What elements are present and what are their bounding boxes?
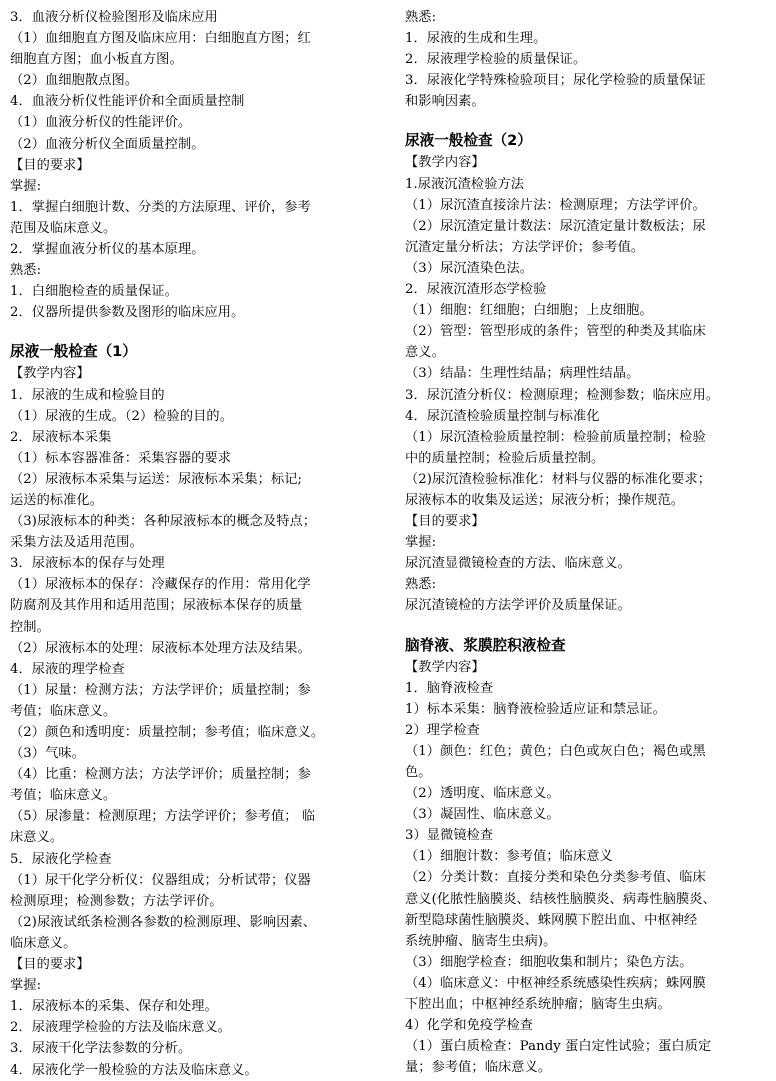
right-text-line: （3）凝固性、临床意义。	[405, 807, 560, 823]
left-text-line: 2．尿液理学检验的方法及临床意义。	[10, 1020, 232, 1036]
right-text-line: （3）结晶：生理性结晶；病理性结晶。	[405, 366, 640, 382]
left-text-line: 临床意义。	[10, 935, 77, 951]
right-text-line: 系统肿瘤、脑寄生虫病)。	[405, 933, 557, 949]
right-text-line: 和影响因素。	[405, 94, 485, 110]
right-text-line: 意义(化脓性脑膜炎、结核性脑膜炎、病毒性脑膜炎、	[405, 891, 716, 907]
left-text-line: 防腐剂及其作用和适用范围；尿液标本保存的质量	[10, 598, 303, 614]
left-text-line: 考值；临床意义。	[10, 788, 117, 804]
right-text-line: （1）细胞：红细胞；白细胞；上皮细胞。	[405, 303, 653, 319]
left-text-line: 5．尿液化学检查	[10, 851, 112, 867]
left-text-line: （1）尿液标本的保存：冷藏保存的作用：常用化学	[10, 577, 311, 593]
left-text-line: （1）尿液的生成。（2）检验的目的。	[10, 408, 233, 424]
left-text-line: （1）尿干化学分析仪：仪器组成；分析试带；仪器	[10, 872, 311, 888]
left-text-line: （1）血细胞直方图及临床应用：白细胞直方图；红	[10, 31, 311, 47]
left-text-line: 控制。	[10, 619, 50, 635]
section-spacer	[405, 617, 767, 635]
right-text-line: 2）理学检查	[405, 722, 480, 738]
right-text-line: 3）显微镜检查	[405, 828, 494, 844]
section-spacer	[10, 323, 378, 341]
section-spacer	[405, 112, 767, 130]
right-text-line: 3．尿液化学特殊检验项目；尿化学检验的质量保证	[405, 73, 706, 89]
left-text-line: 【目的要求】	[10, 957, 90, 973]
left-text-line: 检测原理；检测参数；方法学评价。	[10, 893, 223, 909]
left-text-line: 3．尿液干化学法参数的分析。	[10, 1041, 192, 1057]
left-text-line: （2）尿液标本采集与运送：尿液标本采集；标记;	[10, 471, 303, 487]
left-text-line: 考值；临床意义。	[10, 703, 117, 719]
left-text-line: （2）血细胞散点图。	[10, 73, 139, 89]
left-text-line: 1．尿液标本的采集、保存和处理。	[10, 999, 218, 1015]
left-text-line: 细胞直方图；血小板直方图。	[10, 52, 183, 68]
right-text-line: 2．尿液理学检验的质量保证。	[405, 52, 587, 68]
left-text-line: 采集方法及适用范围。	[10, 535, 143, 551]
left-text-line: 4．尿液化学一般检验的方法及临床意义。	[10, 1062, 258, 1078]
right-column	[405, 7, 767, 1078]
left-text-line: （2）颜色和透明度：质量控制；参考值；临床意义。	[10, 725, 325, 740]
right-text-line: 1）标本采集：脑脊液检验适应证和禁忌证。	[405, 701, 666, 717]
right-text-line: （2）尿沉渣定量计数法：尿沉渣定量计数板法；尿	[405, 218, 706, 234]
right-text-line: 1．尿液的生成和生理。	[405, 31, 547, 47]
right-text-line: 熟悉:	[405, 10, 437, 25]
left-text-line: 2．尿液标本采集	[10, 429, 112, 445]
right-text-line: 3．尿沉渣分析仪：检测原理；检测参数；临床应用。	[405, 387, 720, 403]
left-text-line: （2）尿液标本的处理：尿液标本处理方法及结果。	[10, 640, 311, 656]
right-text-line: （4）临床意义：中枢神经系统感染性疾病；蛛网膜	[405, 975, 706, 991]
left-text-line: （3）气味。	[10, 746, 85, 762]
right-text-line: （2）透明度、临床意义。	[405, 786, 560, 802]
right-text-line: 新型隐球菌性脑膜炎、蛛网膜下腔出血、中枢神经	[405, 912, 698, 928]
right-text-line: 量；参考值；临床意义。	[405, 1060, 552, 1076]
right-text-line: 【教学内容】	[405, 659, 485, 675]
right-text-line: （1）蛋白质检查：Pandy 蛋白定性试验；蛋白质定	[405, 1039, 712, 1055]
right-text-line: 【教学内容】	[405, 155, 485, 171]
right-text-line: 尿沉渣镜检的方法学评价及质量保证。	[405, 598, 631, 614]
left-text-line: 4．血液分析仪性能评价和全面质量控制	[10, 94, 245, 110]
right-text-line: （2）管型：管型形成的条件；管型的种类及其临床	[405, 324, 706, 340]
right-text-line: 1.尿液沉渣检验方法	[405, 176, 525, 192]
left-text-line: （4）比重：检测方法；方法学评价；质量控制；参	[10, 767, 311, 783]
left-text-line: （1）尿量：检测方法；方法学评价；质量控制；参	[10, 682, 311, 698]
right-text-line: 【目的要求】	[405, 514, 485, 530]
right-text-line: 2．尿液沉渣形态学检验	[405, 282, 547, 298]
right-text-line: （1）颜色：红色；黄色；白色或灰白色；褐色或黑	[405, 743, 706, 759]
left-text-line: （2)尿液试纸条检测各参数的检测原理、影响因素、	[10, 914, 317, 930]
left-text-line: 掌握:	[10, 178, 42, 194]
left-text-line: 1．白细胞检查的质量保证。	[10, 284, 178, 300]
left-text-line: 2．掌握血液分析仪的基本原理。	[10, 242, 205, 258]
right-text-line: （2）分类计数：直接分类和染色分类参考值、临床	[405, 870, 706, 886]
left-text-line: 2．仪器所提供参数及图形的临床应用。	[10, 305, 245, 321]
section-heading: 尿液一般检查（1）	[10, 343, 137, 361]
left-text-line: 【目的要求】	[10, 157, 90, 173]
left-text-line: （2）血液分析仪全面质量控制。	[10, 136, 205, 152]
left-text-line: 3．尿液标本的保存与处理	[10, 556, 165, 572]
right-text-line: （3）尿沉渣染色法。	[405, 260, 534, 276]
right-text-line: （1）尿沉渣直接涂片法：检测原理；方法学评价。	[405, 197, 706, 213]
left-text-line: （1）血液分析仪的性能评价。	[10, 115, 192, 131]
left-text-line: （5）尿渗量：检测原理；方法学评价；参考值； 临	[10, 809, 316, 825]
right-text-line: 4．尿沉渣检验质量控制与标准化	[405, 408, 600, 424]
left-text-line: 4．尿液的理学检查	[10, 661, 125, 677]
left-text-line: 3．血液分析仪检验图形及临床应用	[10, 10, 218, 25]
right-text-line: （3）细胞学检查：细胞收集和制片；染色方法。	[405, 954, 693, 970]
right-text-line: 4）化学和免疫学检查	[405, 1018, 534, 1034]
section-heading: 尿液一般检查（2）	[405, 132, 532, 150]
left-text-line: 1．尿液的生成和检验目的	[10, 387, 165, 403]
left-text-line: 掌握:	[10, 978, 42, 994]
right-text-line: （1）细胞计数：参考值；临床意义	[405, 849, 613, 865]
left-text-line: 熟悉:	[10, 263, 42, 279]
right-text-line: 中的质量控制；检验后质量控制。	[405, 450, 605, 466]
right-text-line: 尿液标本的收集及运送；尿液分析；操作规范。	[405, 492, 685, 508]
right-text-line: （2)尿沉渣检验标准化：材料与仪器的标准化要求；	[405, 471, 712, 487]
right-text-line: 1．脑脊液检查	[405, 680, 494, 696]
left-text-line: 1．掌握白细胞计数、分类的方法原理、评价，参考	[10, 199, 311, 215]
left-column	[10, 7, 378, 1081]
right-text-line: 尿沉渣显微镜检查的方法、临床意义。	[405, 556, 631, 572]
right-text-line: （1）尿沉渣检验质量控制：检验前质量控制；检验	[405, 429, 706, 445]
left-text-line: 范围及临床意义。	[10, 220, 117, 236]
right-text-line: 熟悉:	[405, 577, 437, 593]
right-text-line: 色。	[405, 765, 432, 780]
section-heading: 脑脊液、浆膜腔积液检查	[405, 636, 566, 654]
right-text-line: 下腔出血；中枢神经系统肿瘤；脑寄生虫病。	[405, 997, 671, 1013]
left-text-line: （1）标本容器准备：采集容器的要求	[10, 450, 232, 466]
right-text-line: 意义。	[405, 345, 445, 361]
left-text-line: 床意义。	[10, 830, 64, 846]
left-text-line: （3)尿液标本的种类：各种尿液标本的概念及特点；	[10, 514, 317, 530]
left-text-line: 【教学内容】	[10, 366, 90, 382]
right-text-line: 沉渣定量分析法；方法学评价；参考值。	[405, 239, 645, 255]
right-text-line: 掌握:	[405, 535, 437, 551]
left-text-line: 运送的标准化。	[10, 492, 104, 508]
